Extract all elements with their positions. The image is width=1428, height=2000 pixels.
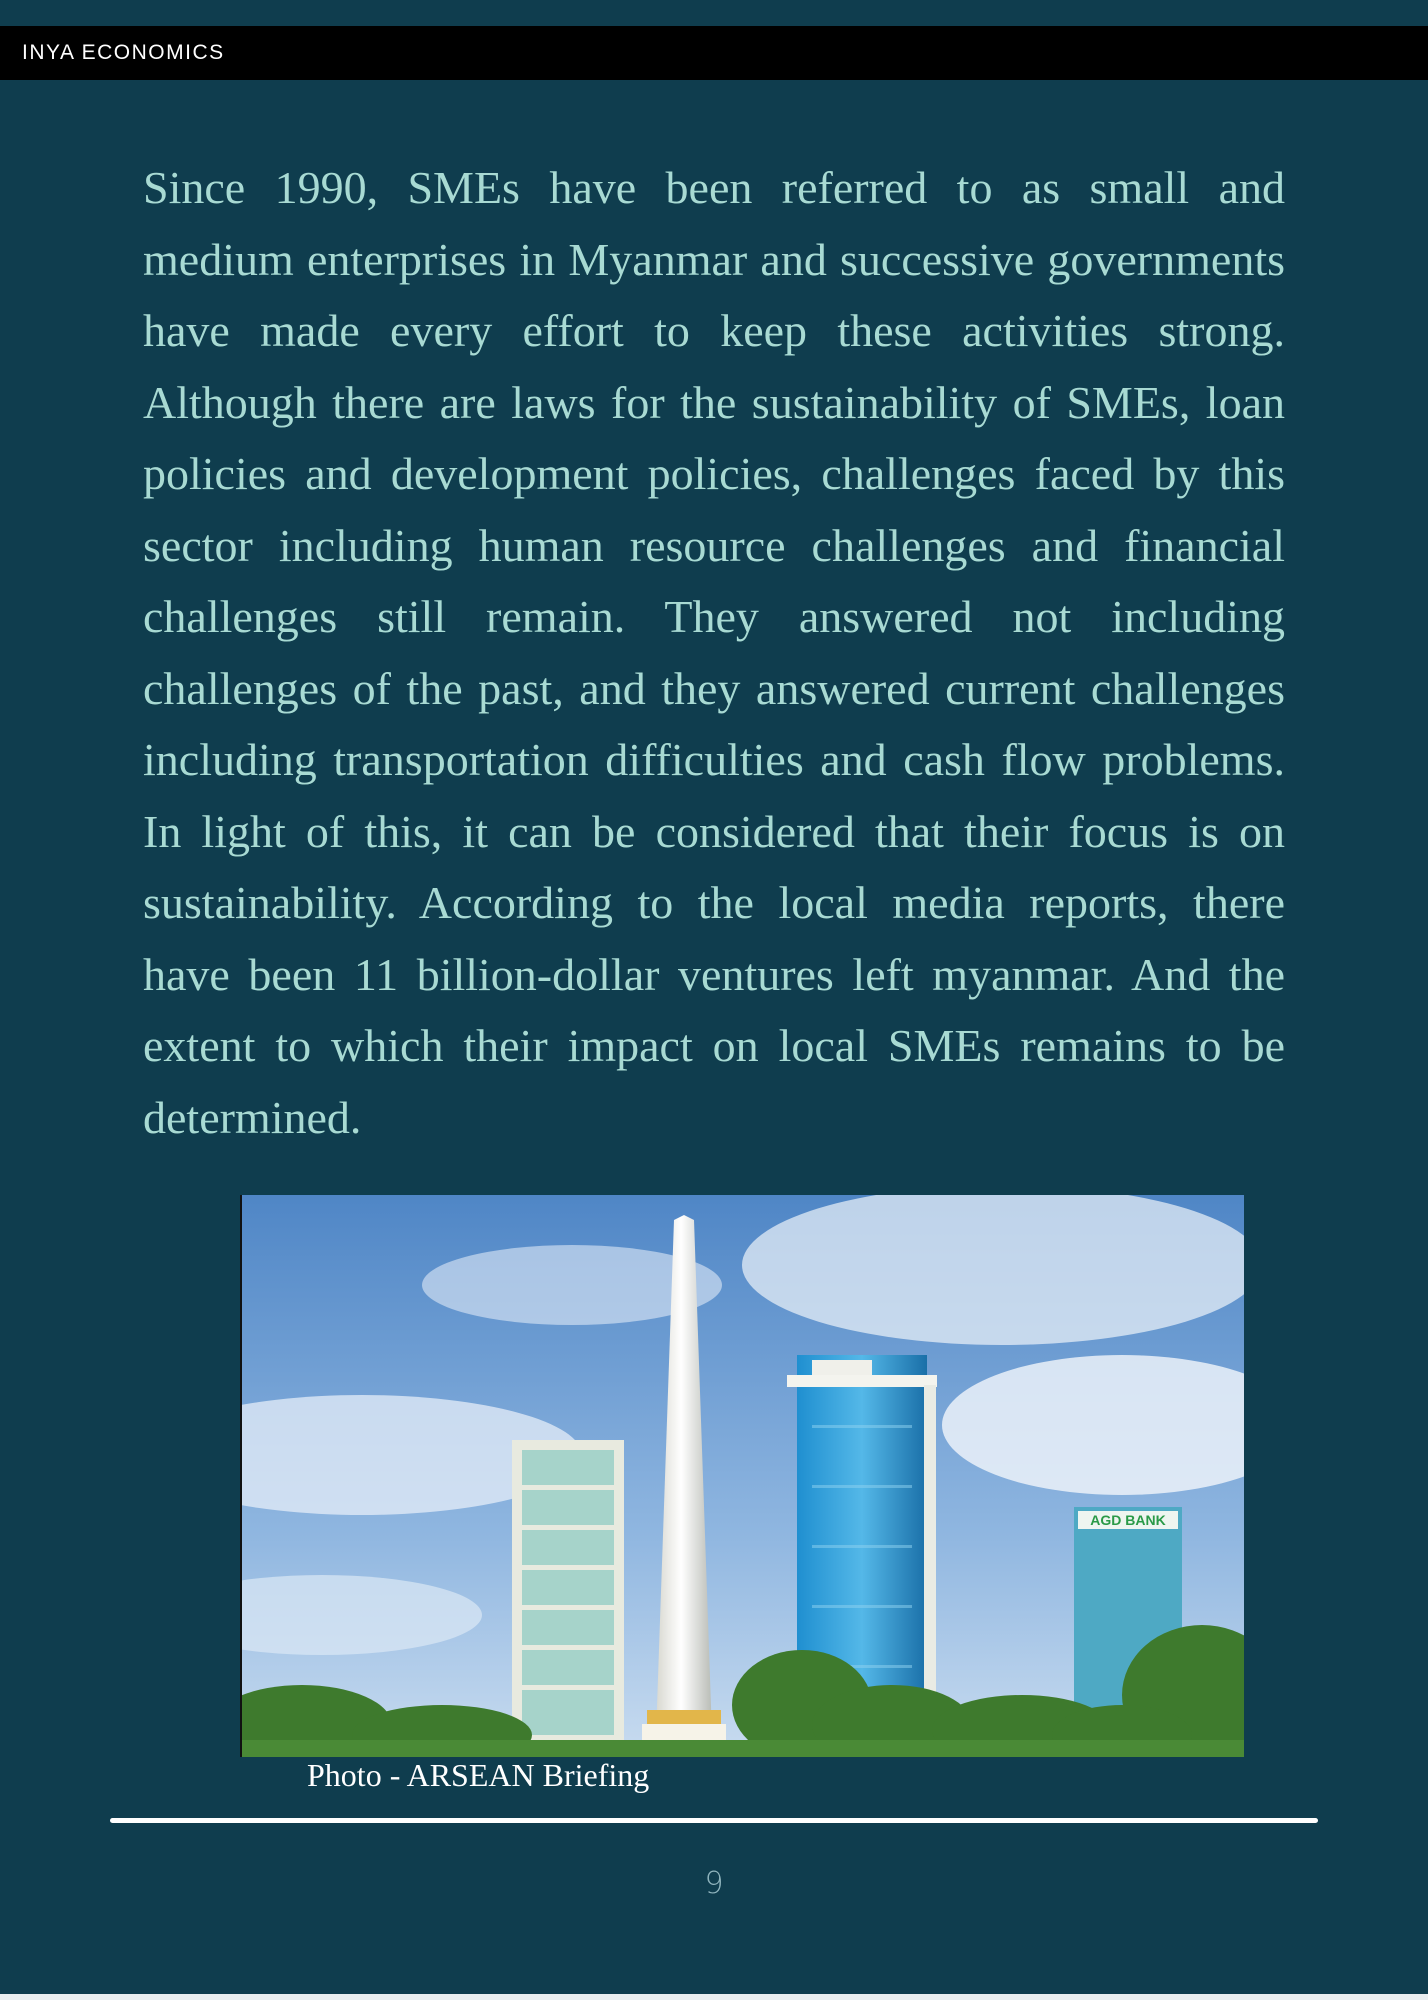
publication-name: INYA ECONOMICS <box>22 41 225 64</box>
cityscape-photo <box>240 1195 1244 1757</box>
article-paragraph: Since 1990, SMEs have been referred to as small and medium enterprises in Myanmar and successive governments have made every effort to keep these activities strong. Although there are laws for the sustainability of SMEs, loan policies and development policies, challenges faced by this sector including human resource challenges and financial challenges still remain. They answered not including challenges of the past, and they answered current challenges including transportation difficulties and cash flow problems. In light of this, it can be considered that their focus is on sustainability. According to the local media reports, there have been 11 billion-dollar ventures left myanmar. And the extent to which their impact on local SMEs remains to be determined. <box>143 162 1285 1143</box>
header-bar <box>0 26 1428 80</box>
page-edge <box>0 1994 1428 2000</box>
page-number: 9 <box>704 1866 724 1901</box>
bank-sign: AGD BANK <box>1090 1512 1166 1528</box>
photo-caption: Photo - ARSEAN Briefing <box>307 1757 650 1793</box>
divider <box>110 1818 1318 1823</box>
